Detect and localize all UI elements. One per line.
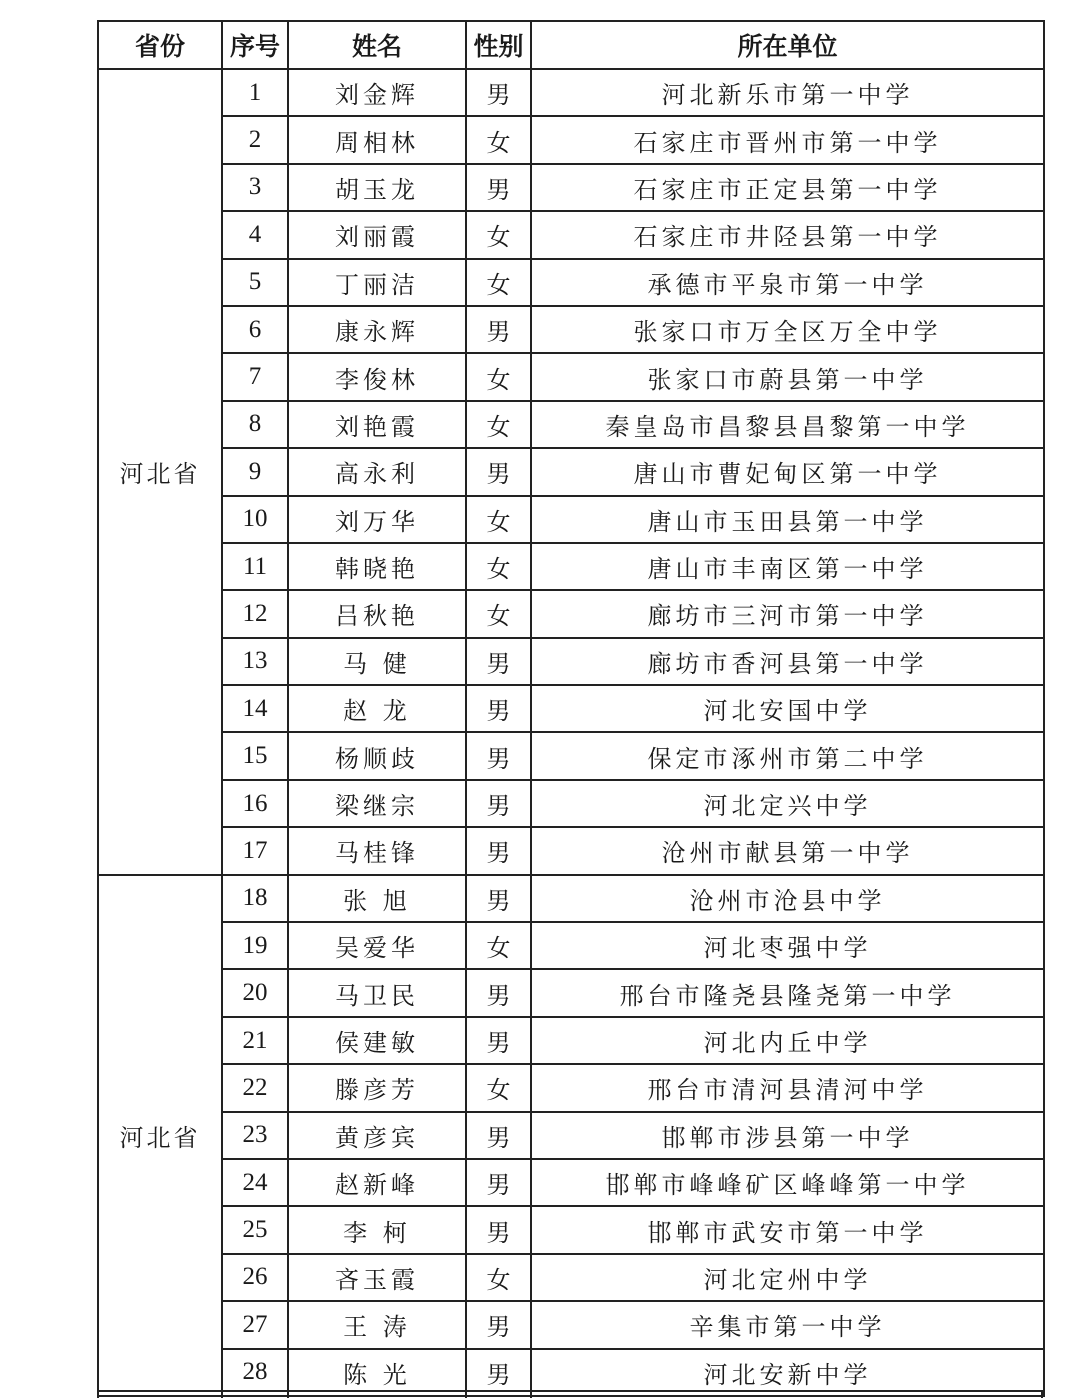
table-row (98, 164, 1044, 211)
name-cell: 康永辉 (288, 306, 466, 353)
index-cell: 21 (222, 1017, 288, 1064)
unit-cell: 河北新乐市第一中学 (531, 69, 1044, 116)
index-cell: 5 (222, 259, 288, 306)
unit-cell: 邢台市清河县清河中学 (531, 1064, 1044, 1111)
table-row (98, 401, 1044, 448)
table-row (98, 780, 1044, 827)
index-cell: 2 (222, 116, 288, 163)
name-cell: 刘金辉 (288, 69, 466, 116)
gender-cell: 男 (466, 306, 531, 353)
table-row (98, 1159, 1044, 1206)
table-row (98, 448, 1044, 495)
table-row (98, 969, 1044, 1016)
table-row (98, 1301, 1044, 1348)
gender-cell: 男 (466, 780, 531, 827)
name-cell: 张 旭 (288, 875, 466, 922)
table-row (98, 1112, 1044, 1159)
name-cell: 吴爱华 (288, 922, 466, 969)
unit-cell: 邯郸市涉县第一中学 (531, 1112, 1044, 1159)
name-cell: 滕彦芳 (288, 1064, 466, 1111)
header-row (98, 21, 1044, 69)
name-cell: 丁丽洁 (288, 259, 466, 306)
unit-cell: 廊坊市三河市第一中学 (531, 590, 1044, 637)
table-row (98, 638, 1044, 685)
gender-cell: 男 (466, 448, 531, 495)
name-cell: 李俊林 (288, 353, 466, 400)
table-row (98, 922, 1044, 969)
table-row (98, 259, 1044, 306)
table-row (98, 685, 1044, 732)
unit-cell: 唐山市曹妃甸区第一中学 (531, 448, 1044, 495)
header-province: 省份 (98, 21, 222, 69)
name-cell: 吕秋艳 (288, 590, 466, 637)
gender-cell: 男 (466, 969, 531, 1016)
unit-cell: 河北安国中学 (531, 685, 1044, 732)
index-cell: 17 (222, 827, 288, 874)
index-cell: 14 (222, 685, 288, 732)
gender-cell: 女 (466, 543, 531, 590)
index-cell: 27 (222, 1301, 288, 1348)
name-cell: 赵 龙 (288, 685, 466, 732)
gender-cell: 男 (466, 875, 531, 922)
header-index: 序号 (222, 21, 288, 69)
name-cell: 胡玉龙 (288, 164, 466, 211)
table-row (98, 306, 1044, 353)
header-gender: 性别 (466, 21, 531, 69)
table-row (98, 1017, 1044, 1064)
table-row (98, 69, 1044, 116)
index-cell: 15 (222, 732, 288, 779)
index-cell: 18 (222, 875, 288, 922)
unit-cell: 沧州市沧县中学 (531, 875, 1044, 922)
index-cell: 25 (222, 1206, 288, 1253)
table-row (98, 590, 1044, 637)
index-cell: 20 (222, 969, 288, 1016)
index-cell: 9 (222, 448, 288, 495)
next-row-edge (97, 1390, 1043, 1398)
unit-cell: 石家庄市井陉县第一中学 (531, 211, 1044, 258)
name-cell: 侯建敏 (288, 1017, 466, 1064)
index-cell: 23 (222, 1112, 288, 1159)
gender-cell: 男 (466, 685, 531, 732)
table-row (98, 1349, 1044, 1396)
index-cell: 3 (222, 164, 288, 211)
table-row (98, 1254, 1044, 1301)
gender-cell: 男 (466, 732, 531, 779)
unit-cell: 沧州市献县第一中学 (531, 827, 1044, 874)
unit-cell: 邢台市隆尧县隆尧第一中学 (531, 969, 1044, 1016)
name-cell: 马 健 (288, 638, 466, 685)
name-cell: 刘丽霞 (288, 211, 466, 258)
gender-cell: 女 (466, 922, 531, 969)
table-row (98, 875, 1044, 922)
index-cell: 19 (222, 922, 288, 969)
unit-cell: 保定市涿州市第二中学 (531, 732, 1044, 779)
name-cell: 刘艳霞 (288, 401, 466, 448)
index-cell: 4 (222, 211, 288, 258)
name-cell: 王 涛 (288, 1301, 466, 1348)
name-cell: 韩晓艳 (288, 543, 466, 590)
table-row (98, 211, 1044, 258)
index-cell: 1 (222, 69, 288, 116)
unit-cell: 唐山市丰南区第一中学 (531, 543, 1044, 590)
name-cell: 刘万华 (288, 496, 466, 543)
gender-cell: 女 (466, 1254, 531, 1301)
index-cell: 6 (222, 306, 288, 353)
table-row (98, 1064, 1044, 1111)
gender-cell: 女 (466, 1064, 531, 1111)
name-cell: 吝玉霞 (288, 1254, 466, 1301)
table-row (98, 353, 1044, 400)
name-cell: 高永利 (288, 448, 466, 495)
name-cell: 马卫民 (288, 969, 466, 1016)
gender-cell: 女 (466, 353, 531, 400)
header-name: 姓名 (288, 21, 466, 69)
unit-cell: 张家口市蔚县第一中学 (531, 353, 1044, 400)
index-cell: 22 (222, 1064, 288, 1111)
table-row (98, 732, 1044, 779)
gender-cell: 男 (466, 69, 531, 116)
name-cell: 马桂锋 (288, 827, 466, 874)
gender-cell: 男 (466, 164, 531, 211)
gender-cell: 女 (466, 116, 531, 163)
name-cell: 黄彦宾 (288, 1112, 466, 1159)
name-cell: 赵新峰 (288, 1159, 466, 1206)
table-row (98, 827, 1044, 874)
table-row (98, 116, 1044, 163)
index-cell: 12 (222, 590, 288, 637)
index-cell: 28 (222, 1349, 288, 1396)
table-row (98, 496, 1044, 543)
unit-cell: 石家庄市正定县第一中学 (531, 164, 1044, 211)
gender-cell: 女 (466, 211, 531, 258)
gender-cell: 男 (466, 1112, 531, 1159)
gender-cell: 男 (466, 1206, 531, 1253)
teacher-list-table (97, 20, 1045, 1397)
name-cell: 陈 光 (288, 1349, 466, 1396)
unit-cell: 辛集市第一中学 (531, 1301, 1044, 1348)
name-cell: 周相林 (288, 116, 466, 163)
gender-cell: 女 (466, 401, 531, 448)
table-row (98, 1206, 1044, 1253)
unit-cell: 石家庄市晋州市第一中学 (531, 116, 1044, 163)
table-row (98, 543, 1044, 590)
province-cell: 河北省 (98, 69, 222, 875)
unit-cell: 河北枣强中学 (531, 922, 1044, 969)
unit-cell: 河北内丘中学 (531, 1017, 1044, 1064)
gender-cell: 男 (466, 638, 531, 685)
unit-cell: 河北定州中学 (531, 1254, 1044, 1301)
unit-cell: 张家口市万全区万全中学 (531, 306, 1044, 353)
index-cell: 8 (222, 401, 288, 448)
gender-cell: 女 (466, 496, 531, 543)
unit-cell: 廊坊市香河县第一中学 (531, 638, 1044, 685)
gender-cell: 男 (466, 1349, 531, 1396)
index-cell: 24 (222, 1159, 288, 1206)
index-cell: 11 (222, 543, 288, 590)
index-cell: 16 (222, 780, 288, 827)
index-cell: 7 (222, 353, 288, 400)
unit-cell: 秦皇岛市昌黎县昌黎第一中学 (531, 401, 1044, 448)
gender-cell: 男 (466, 827, 531, 874)
unit-cell: 唐山市玉田县第一中学 (531, 496, 1044, 543)
province-cell: 河北省 (98, 875, 222, 1396)
unit-cell: 河北安新中学 (531, 1349, 1044, 1396)
gender-cell: 男 (466, 1159, 531, 1206)
gender-cell: 女 (466, 259, 531, 306)
unit-cell: 邯郸市峰峰矿区峰峰第一中学 (531, 1159, 1044, 1206)
unit-cell: 邯郸市武安市第一中学 (531, 1206, 1044, 1253)
gender-cell: 女 (466, 590, 531, 637)
index-cell: 26 (222, 1254, 288, 1301)
name-cell: 梁继宗 (288, 780, 466, 827)
name-cell: 李 柯 (288, 1206, 466, 1253)
unit-cell: 河北定兴中学 (531, 780, 1044, 827)
name-cell: 杨顺歧 (288, 732, 466, 779)
index-cell: 10 (222, 496, 288, 543)
index-cell: 13 (222, 638, 288, 685)
header-unit: 所在单位 (531, 21, 1044, 69)
table-body (98, 69, 1044, 1396)
unit-cell: 承德市平泉市第一中学 (531, 259, 1044, 306)
gender-cell: 男 (466, 1301, 531, 1348)
gender-cell: 男 (466, 1017, 531, 1064)
